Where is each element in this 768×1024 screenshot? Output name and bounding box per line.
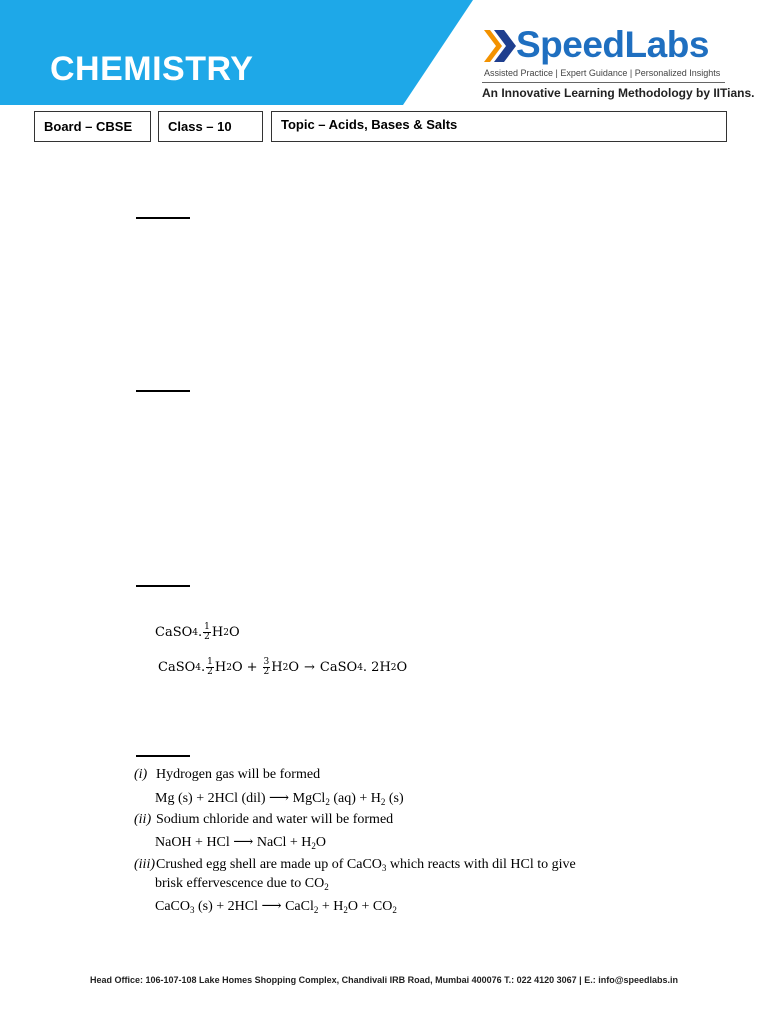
- formula-sub: 4: [192, 627, 198, 638]
- equation-text: (s) + 2HCl ⟶ CaCl: [194, 899, 314, 914]
- formula-sub: 2: [311, 841, 316, 851]
- plus-sign: +: [246, 660, 258, 675]
- board-box: Board – CBSE: [34, 111, 151, 142]
- answer-3-rule: [136, 585, 190, 587]
- three-halves-fraction: [263, 658, 271, 677]
- formula-sub: 4: [357, 662, 363, 673]
- answer-4-i-statement: [134, 767, 320, 783]
- logo-word-labs: Labs: [624, 24, 709, 65]
- answer-1-rule: [136, 217, 190, 219]
- formula-sub: 2: [324, 882, 329, 892]
- formula-text: O: [396, 660, 408, 675]
- equation-text: CaCO: [155, 899, 190, 914]
- speedlabs-logo: [482, 22, 755, 104]
- logo-word-speed: Speed: [516, 24, 625, 65]
- statement-text: Sodium chloride and water will be formed: [156, 812, 394, 827]
- fraction-numerator: 1: [207, 657, 213, 667]
- logo-methodology: An Innovative Learning Methodology by IITians.: [482, 86, 755, 100]
- formula-text: CaSO: [319, 660, 358, 675]
- equation-text: Mg (s) + 2HCl (dil) ⟶ MgCl: [155, 791, 326, 806]
- formula-sub: 2: [226, 662, 232, 673]
- hydration-equation: [158, 658, 407, 677]
- formula-text: O: [228, 625, 240, 640]
- item-number: (iii): [134, 857, 155, 872]
- formula-sub: 3: [190, 905, 195, 915]
- fraction-denominator: 2: [204, 632, 210, 642]
- statement-text: Crushed egg shell are made up of CaCO: [156, 857, 382, 872]
- formula-text: CaSO: [158, 660, 196, 675]
- logo-divider: [482, 82, 725, 83]
- formula-text: H: [271, 660, 283, 675]
- answer-4-i-equation: [155, 790, 404, 807]
- formula-text: CaSO: [155, 625, 193, 640]
- formula-sub: 2: [282, 662, 289, 673]
- equation-text: O + CO: [347, 899, 393, 914]
- formula-text: .: [198, 625, 203, 640]
- formula-sub: 2: [390, 662, 397, 673]
- equation-text: (aq) + H: [329, 791, 381, 806]
- statement-text: brisk effervescence due to CO: [155, 876, 325, 891]
- answer-4-iii-equation: [155, 898, 397, 915]
- formula-sub: 2: [313, 905, 319, 915]
- formula-sub: 3: [381, 863, 387, 873]
- formula-sub: 2: [325, 797, 330, 807]
- formula-text: O: [231, 660, 243, 675]
- equation-text: (s): [385, 791, 404, 806]
- formula-text: .: [201, 660, 206, 675]
- fraction-denominator: 2: [207, 667, 213, 677]
- formula-sub: 2: [392, 905, 397, 915]
- formula-sub: 2: [223, 627, 229, 638]
- formula-sub: 2: [343, 905, 348, 915]
- answer-4-rule: [136, 755, 190, 757]
- formula-sub: 2: [380, 797, 386, 807]
- answer-4-ii-statement: [134, 812, 393, 828]
- answer-4-iii-statement: [134, 857, 576, 873]
- reaction-arrow: →: [304, 660, 315, 675]
- answer-4-iii-statement-cont: [155, 876, 329, 892]
- formula-text: H: [211, 625, 224, 640]
- statement-text: which reacts with dil HCl to give: [386, 857, 576, 872]
- half-fraction: [206, 658, 214, 677]
- plaster-of-paris-formula: [155, 623, 240, 642]
- formula-sub: 4: [195, 662, 201, 673]
- speedlabs-chevron-icon: [482, 26, 516, 66]
- formula-text: O: [288, 660, 300, 675]
- answer-4-ii-equation: [155, 834, 326, 851]
- equation-text: NaOH + HCl ⟶ NaCl + H: [155, 835, 312, 850]
- statement-text: Hydrogen gas will be formed: [156, 767, 321, 782]
- fraction-numerator: 1: [204, 622, 210, 632]
- formula-text: H: [214, 660, 227, 675]
- fraction-numerator: 3: [263, 657, 270, 667]
- footer-address: Head Office: 106-107-108 Lake Homes Shopping Complex, Chandivali IRB Road, Mumbai 400076 T.: 022 4120 3067 | E.: info@speedlabs.in: [90, 975, 678, 985]
- item-number: (ii): [134, 812, 152, 827]
- formula-text: . 2H: [362, 660, 391, 675]
- answer-2-rule: [136, 390, 190, 392]
- fraction-denominator: 2: [263, 667, 270, 677]
- topic-box: Topic – Acids, Bases & Salts: [271, 111, 727, 142]
- half-fraction: [203, 623, 211, 642]
- subject-title: CHEMISTRY: [50, 50, 254, 88]
- class-box: Class – 10: [158, 111, 263, 142]
- logo-wordmark: [516, 24, 709, 66]
- equation-text: O: [315, 835, 327, 850]
- equation-text: + H: [318, 899, 344, 914]
- logo-tagline: Assisted Practice | Expert Guidance | Personalized Insights: [484, 68, 721, 78]
- item-number: (i): [134, 767, 148, 782]
